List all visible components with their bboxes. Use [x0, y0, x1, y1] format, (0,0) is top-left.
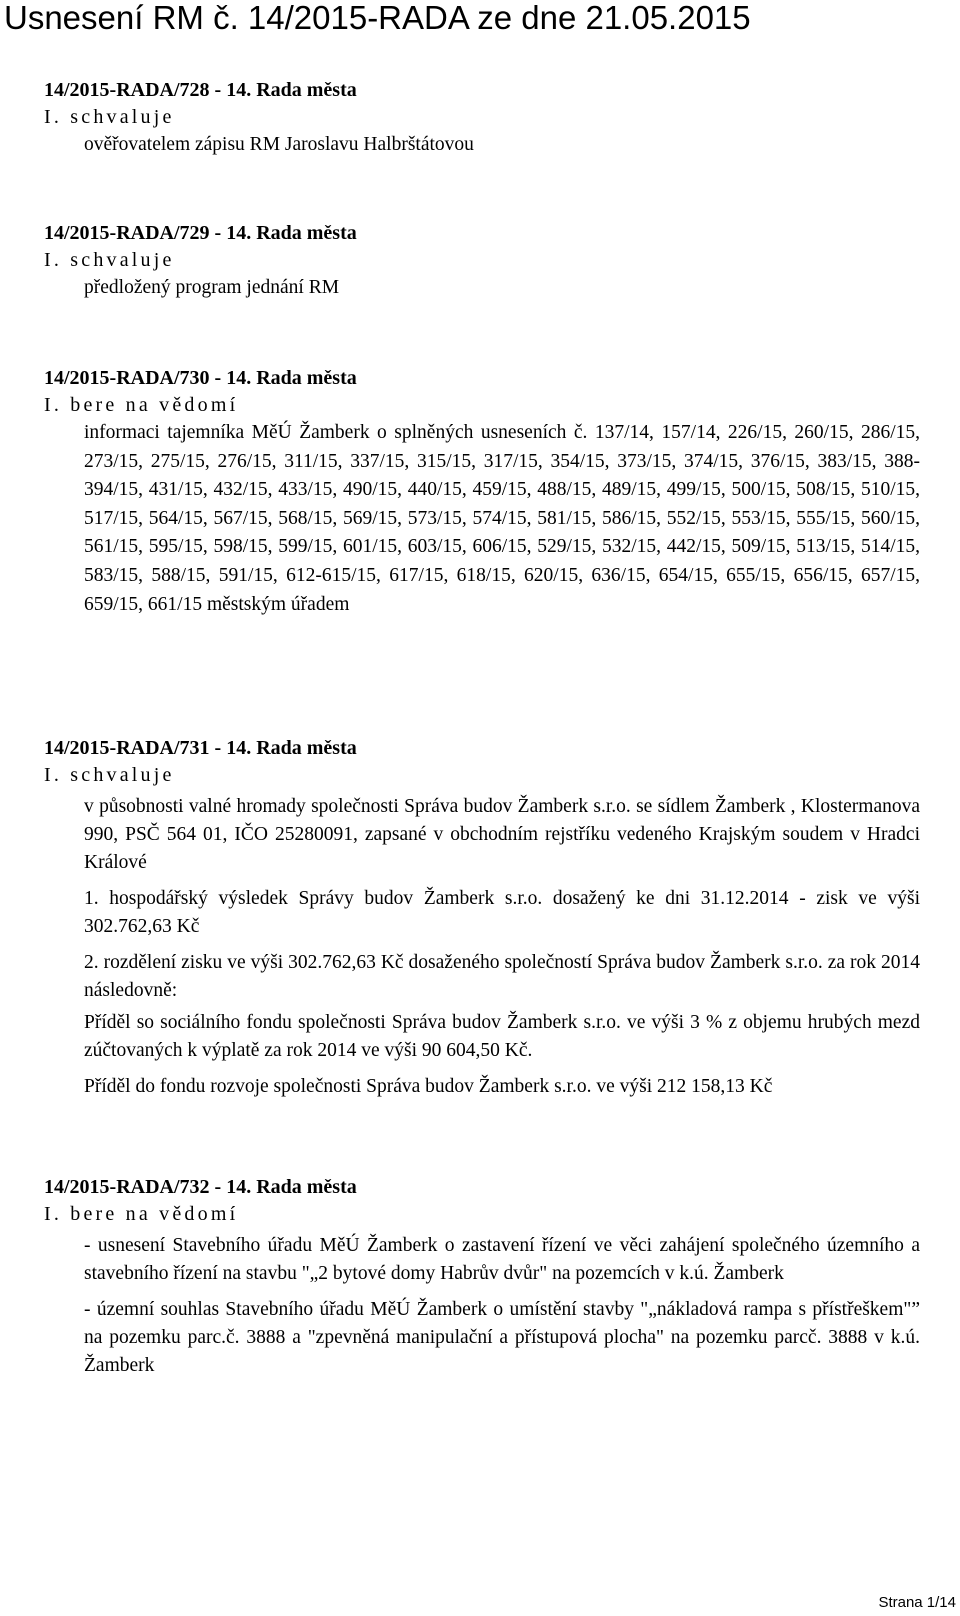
resolution-text: informaci tajemníka MěÚ Žamberk o splněných usneseních č. 137/14, 157/14, 226/15, 260/15, 286/15, 273/15, 275/15, 276/15, 311/15, 337/15, 315/15, 317/15, 354/15, 373/15, 374/15, 376/15, 383/15, 388-394/15, 431/15, 432/15, 433/15, 490/15, 440/15, 459/15, 488/15, 489/15, 499/15, 500/15, 508/15, 510/15, 517/15, 564/15, 567/15, 568/15, 569/15, 573/15, 574/15, 581/15, 586/15, 552/15, 553/15, 555/15, 560/15, 561/15, 595/15, 598/15, 599/15, 601/15, 603/15, 606/15, 529/15, 532/15, 442/15, 509/15, 513/15, 514/15, 583/15, 588/15, 591/15, 612-615/15, 617/15, 618/15, 620/15, 636/15, 654/15, 655/15, 656/15, 657/15, 659/15, 661/15 městským úřadem [84, 422, 920, 615]
resolution-731 [44, 735, 920, 1101]
resolution-text: - usnesení Stavebního úřadu MěÚ Žamberk o zastavení řízení ve věci zahájení společného územního a stavebního řízení na stavbu "„2 bytové domy Habrův dvůr" na pozemcích v k.ú. Žamberk [84, 1235, 920, 1284]
resolution-action: I. schvaluje [44, 249, 175, 271]
resolution-heading: 14/2015-RADA/729 - 14. Rada města [44, 222, 357, 244]
resolution-text: - územní souhlas Stavebního úřadu MěÚ Žamberk o umístění stavby "„nákladová rampa s přístřeškem"” na pozemku parc.č. 3888 a "zpevněná manipulační a přístupová plocha" na pozemku parcč. 3888 v k.ú. Žamberk [84, 1299, 920, 1376]
page-title: Usnesení RM č. 14/2015-RADA ze dne 21.05.2015 [4, 0, 751, 36]
resolution-heading: 14/2015-RADA/728 - 14. Rada města [44, 79, 357, 101]
resolution-heading: 14/2015-RADA/730 - 14. Rada města [44, 367, 357, 389]
resolution-text: 1. hospodářský výsledek Správy budov Žamberk s.r.o. dosažený ke dni 31.12.2014 - zisk ve výši 302.762,63 Kč [84, 888, 920, 937]
resolution-action: I. schvaluje [44, 106, 175, 128]
resolution-729 [44, 220, 920, 302]
resolution-action: I. bere na vědomí [44, 1203, 239, 1225]
resolution-action: I. schvaluje [44, 764, 175, 786]
resolution-heading: 14/2015-RADA/731 - 14. Rada města [44, 737, 357, 759]
resolution-text: Příděl so sociálního fondu společnosti Správa budov Žamberk s.r.o. ve výši 3 % z objemu hrubých mezd zúčtovaných k výplatě za rok 2014 ve výši 90 604,50 Kč. [84, 1012, 920, 1061]
resolution-text: 2. rozdělení zisku ve výši 302.762,63 Kč dosaženého společností Správa budov Žamberk s.r.o. za rok 2014 následovně: [84, 952, 920, 1001]
resolution-728 [44, 77, 920, 159]
resolution-heading: 14/2015-RADA/732 - 14. Rada města [44, 1176, 357, 1198]
resolution-732 [44, 1174, 920, 1380]
resolution-text: v působnosti valné hromady společnosti Správa budov Žamberk s.r.o. se sídlem Žamberk , Klostermanova 990, PSČ 564 01, IČO 25280091, zapsané v obchodním rejstříku vedeného Krajským soudem v Hradci Králové [84, 796, 920, 873]
page-number: Strana 1/14 [878, 1594, 956, 1611]
resolution-730 [44, 365, 920, 619]
resolution-text: ověřovatelem zápisu RM Jaroslavu Halbrštátovou [84, 134, 474, 155]
resolution-text: předložený program jednání RM [84, 277, 340, 298]
resolution-text: Příděl do fondu rozvoje společnosti Správa budov Žamberk s.r.o. ve výši 212 158,13 Kč [84, 1076, 773, 1097]
resolution-action: I. bere na vědomí [44, 394, 239, 416]
